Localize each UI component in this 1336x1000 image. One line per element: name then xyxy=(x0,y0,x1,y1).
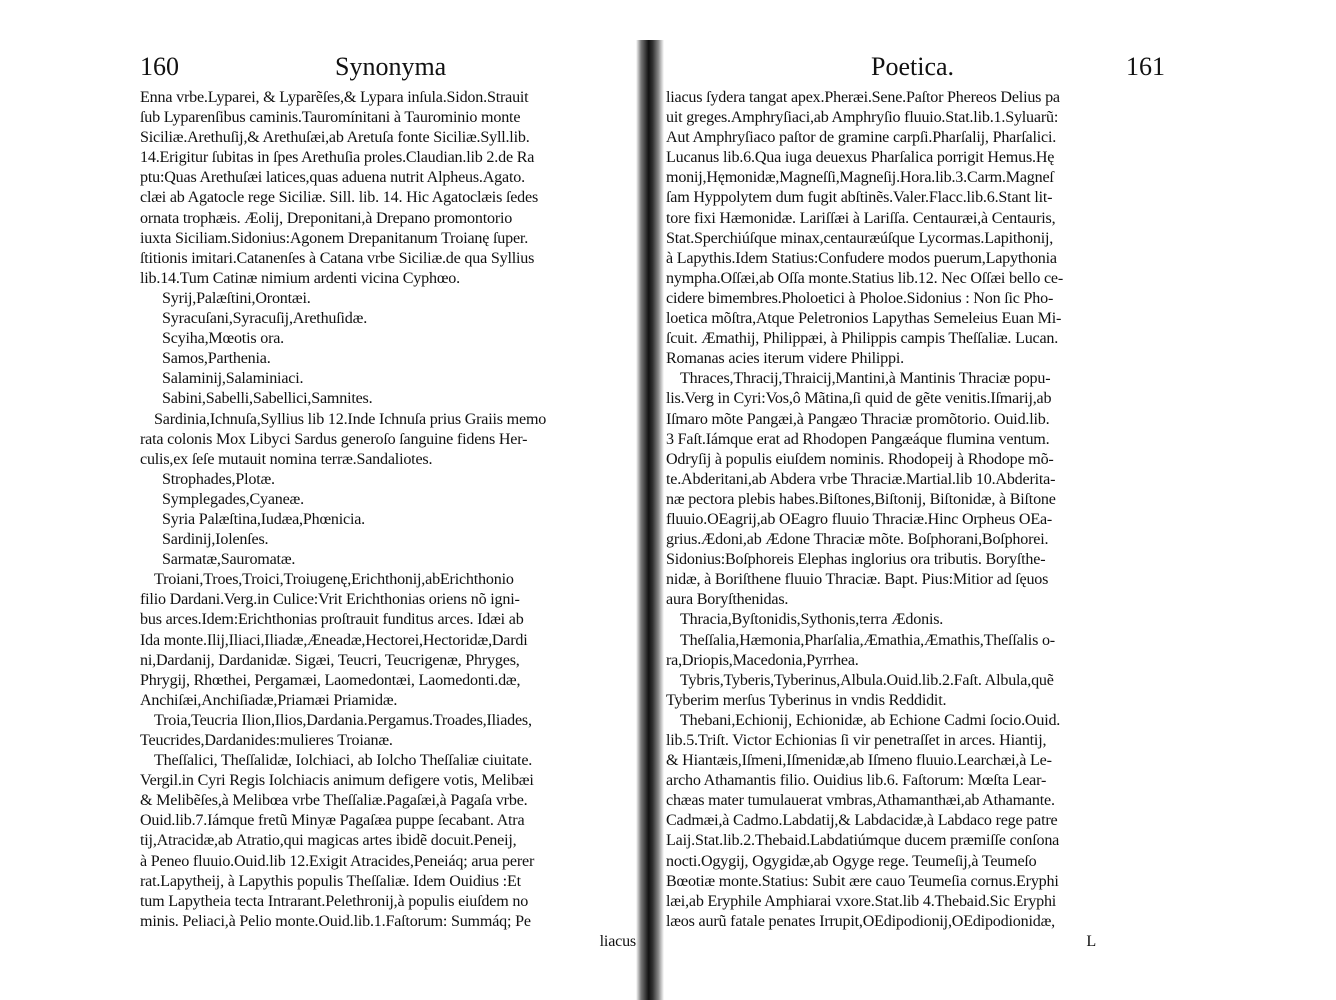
text-line: iuxta Siciliam.Sidonius:Agonem Drepanitanum Troianę ſuper. xyxy=(140,229,529,247)
text-line: tore fixi Hæmonidæ. Lariſſæi à Lariſſa. Centauræi,à Centauris, xyxy=(666,209,1056,227)
text-line: 3 Faſt.Iámque erat ad Rhodopen Pangæáque flumina ventum. xyxy=(666,430,1050,448)
text-line: Syrij,Palæſtini,Orontæi. xyxy=(162,289,311,307)
text-line: Romanas acies iterum videre Philippi. xyxy=(666,350,904,368)
text-line: læi,ab Eryphile Amphiarai vxore.Stat.lib 4.Thebaid.Sic Eryphi xyxy=(666,892,1057,910)
text-line: chæas mater tumulauerat vmbras,Athamanthæi,ab Athamante. xyxy=(666,792,1055,810)
text-line: ſcuit. Æmathij, Philippæi, à Philippis campis Theſſaliæ. Lucan. xyxy=(666,330,1059,348)
text-line: Ida monte.Ilij,Iliaci,Iliadæ,Æneadæ,Hectorei,Hectoridæ,Dardi xyxy=(140,631,528,649)
right-text-block xyxy=(666,88,1166,952)
text-line: Stat.Sperchiúſque minax,centauræúſque Lycormas.Lapithonij, xyxy=(666,229,1054,247)
text-line: Troiani,Troes,Troici,Troiugenę,Erichthonij,abErichthonio xyxy=(154,571,514,589)
text-line: Thracia,Byſtonidis,Sythonis,terra Ædonis. xyxy=(680,611,944,629)
text-line: næ pectora plebis habes.Biſtones,Biſtonij, Biſtonidæ, à Biſtone xyxy=(666,490,1056,508)
text-line: Bœotiæ monte.Statius: Subit ære cauo Teumeſia cornus.Eryphi xyxy=(666,872,1059,890)
text-line: Laij.Stat.lib.2.Thebaid.Labdatiúmque ducem præmiſſe conſona xyxy=(666,832,1060,850)
text-line: te.Abderitani,ab Abdera vrbe Thraciæ.Martial.lib 10.Abderita- xyxy=(666,470,1056,488)
text-line: bus arces.Idem:Erichthonias proſtrauit funditus arces. Idæi ab xyxy=(140,611,524,629)
text-line: Syracuſani,Syracuſij,Arethuſidæ. xyxy=(162,310,368,328)
page-number: 160 xyxy=(140,52,179,81)
text-line: ſam Hyppolytem dum fugit abſtinẽs.Valer.Flacc.lib.6.Stant lit- xyxy=(666,189,1053,207)
text-line: Iſmaro mõte Pangæi,à Pangæo Thraciæ promõtorio. Ouid.lib. xyxy=(666,410,1050,428)
text-line: & Melibẽſes,à Melibœa vrbe Theſſaliæ.Pagaſæi,à Pagaſa vrbe. xyxy=(140,792,528,810)
text-line: Scyiha,Mœotis ora. xyxy=(162,330,285,348)
text-line: Anchiſæi,Anchiſiadæ,Priamæi Priamidæ. xyxy=(140,691,398,709)
text-line: Sarmatæ,Sauromatæ. xyxy=(162,551,296,569)
text-line: Tyberim merſus Tyberinus in vndis Reddidit. xyxy=(666,691,947,709)
text-line: fluuio.OEagrij,ab OEagro fluuio Thraciæ.Hinc Orpheus OEa- xyxy=(666,510,1053,528)
text-line: ra,Driopis,Macedonia,Pyrrhea. xyxy=(666,651,859,669)
text-line: filio Dardani.Verg.in Culice:Vrit Erichthonias oriens nõ igni- xyxy=(140,591,520,609)
text-line: ptu:Quas Arethuſæi latices,quas aduena nutrit Alpheus.Agato. xyxy=(140,169,525,187)
text-line: uit greges.Amphryſiaci,ab Amphryſio fluuio.Stat.lib.1.Syluarũ: xyxy=(666,109,1059,127)
text-line: Samos,Parthenia. xyxy=(162,350,271,368)
text-line: aura Boryſthenidas. xyxy=(666,591,789,609)
text-line: Ouid.lib.7.Iámque fretũ Minyæ Pagaſæa puppe ſecabant. Atra xyxy=(140,812,525,830)
text-line: 14.Erigitur ſubitas in ſpes Arethuſia proles.Claudian.lib 2.de Ra xyxy=(140,149,535,167)
catchword: liacus xyxy=(599,932,636,950)
text-line: Teucrides,Dardanides:mulieres Troianæ. xyxy=(140,732,393,749)
text-line: Symplegades,Cyaneæ. xyxy=(162,490,304,508)
text-line: & Hiantæis,Iſmeni,Iſmenidæ,ab Iſmeno fluuio.Learchæi,à Le- xyxy=(666,752,1052,770)
text-line: liacus ſydera tangat apex.Pheræi.Sene.Paſtor Phereos Delius pa xyxy=(666,89,1060,106)
text-line: loetica mõſtra,Atque Peletronios Lapythas Semeleius Euan Mi- xyxy=(666,310,1062,328)
text-line: ſub Lyparenſibus caminis.Tauromínitani à Taurominio monte xyxy=(140,109,521,127)
text-line: minis. Peliaci,à Pelio monte.Ouid.lib.1.Faſtorum: Summáq; Pe xyxy=(140,912,531,930)
text-line: Salaminij,Salaminiaci. xyxy=(162,370,304,388)
text-line: Strophades,Plotæ. xyxy=(162,470,275,488)
text-line: Syria Palæſtina,Iudæa,Phœnicia. xyxy=(162,510,365,528)
text-line: Thebani,Echionij, Echionidæ, ab Echione Cadmi ſocio.Ouid. xyxy=(680,711,1061,729)
text-line: Lucanus lib.6.Qua iuga deuexus Pharſalica porrigit Hemus.Hę xyxy=(666,149,1055,167)
text-line: lis.Verg in Cyri:Vos,ô Mãtina,ſi quid de gẽte venitis.Iſmarij,ab xyxy=(666,390,1052,408)
text-line: monij,Hęmonidæ,Magneſſi,Magneſij.Hora.lib.3.Carm.Magneſ xyxy=(666,169,1054,187)
text-line: Thraces,Thracij,Thraicij,Mantini,à Mantinis Thraciæ popu- xyxy=(680,370,1051,388)
text-line: Sabini,Sabelli,Sabellici,Samnites. xyxy=(162,390,373,408)
text-line: Tybris,Tyberis,Tyberinus,Albula.Ouid.lib.2.Faſt. Albula,quẽ xyxy=(680,671,1054,689)
text-line: Vergil.in Cyri Regis Iolchiacis animum defigere votis, Melibæi xyxy=(140,772,534,790)
text-line: Sardinij,Iolenſes. xyxy=(162,531,269,549)
text-line: Cadmæi,à Cadmo.Labdatij,& Labdacidæ,à Labdaco rege patre xyxy=(666,812,1058,830)
text-line: læos aurũ fatale penates Irrupit,OEdipodionij,OEdipodionidæ, xyxy=(666,912,1055,930)
text-line: rata colonis Mox Libyci Sardus generoſo ſanguine fidens Her- xyxy=(140,430,528,448)
text-line: tij,Atracidæ,ab Atratio,qui magicas artes ibidẽ docuit.Peneij, xyxy=(140,832,517,850)
running-title: Poetica. xyxy=(871,52,955,81)
text-line: rat.Lapytheij, à Lapythis populis Theſſaliæ. Idem Ouidius :Et xyxy=(140,872,521,890)
right-page-header xyxy=(666,52,1336,88)
text-line: à Peneo fluuio.Ouid.lib 12.Exigit Atracides,Peneiáq; arua perer xyxy=(140,852,535,870)
text-line: Troia,Teucria Ilion,Ilios,Dardania.Pergamus.Troades,Iliades, xyxy=(154,711,532,729)
text-line: culis,ex ſeſe mutauit nomina terræ.Sandaliotes. xyxy=(140,450,433,468)
text-line: Sidonius:Boſphoreis Elephas inglorius ora tributis. Boryſthe- xyxy=(666,551,1046,569)
text-line: Theſſalici, Theſſalidæ, Iolchiaci, ab Iolcho Theſſaliæ ciuitate. xyxy=(154,752,533,770)
text-line: lib.5.Triſt. Victor Echionias ſi vir penetraſſet in arces. Hiantij, xyxy=(666,732,1047,749)
text-line: Phrygij, Rhœthei, Pergamæi, Laomedontæi, Laomedonti.dæ, xyxy=(140,671,521,689)
left-page-header xyxy=(140,52,640,88)
text-line: cidere bimembres.Pholoetici à Pholoe.Sidonius : Non ſic Pho- xyxy=(666,289,1054,307)
right-page xyxy=(666,0,1336,1000)
left-page xyxy=(0,0,640,1000)
text-line: ni,Dardanij, Dardanidæ. Sigæi, Teucri, Teucrigenæ, Phryges, xyxy=(140,651,520,669)
text-line: nidæ, à Boriſthene fluuio Thraciæ. Bapt. Pius:Mitior ad ſęuos xyxy=(666,571,1049,589)
text-line: Enna vrbe.Lyparei, & Lyparẽſes,& Lypara inſula.Sidon.Strauit xyxy=(140,89,529,106)
text-line: archo Athamantis filio. Ouidius lib.6. Faſtorum: Mœſta Lear- xyxy=(666,772,1047,790)
text-line: Sardinia,Ichnuſa,Syllius lib 12.Inde Ichnuſa prius Graiis memo xyxy=(154,410,547,428)
book-gutter xyxy=(636,40,664,1000)
text-line: tum Lapytheia tecta Intrarant.Pelethronij,à populis eiuſdem no xyxy=(140,892,529,910)
text-line: nympha.Oſſæi,ab Oſſa monte.Statius lib.12. Nec Oſſæi bello ce- xyxy=(666,269,1064,287)
text-line: ornata trophæis. Æolij, Dreponitani,à Drepano promontorio xyxy=(140,209,513,227)
text-line: Odryſij à populis eiuſdem nominis. Rhodopeij à Rhodope mõ- xyxy=(666,450,1054,468)
text-line: Siciliæ.Arethuſij,& Arethuſæi,ab Aretuſa fonte Siciliæ.Syll.lib. xyxy=(140,129,530,147)
running-title: Synonyma xyxy=(335,52,447,81)
text-line: à Lapythis.Idem Statius:Confudere modos puerum,Lapythonia xyxy=(666,249,1057,267)
text-line: Aut Amphryſiaco paſtor de gramine carpſi.Pharſalij, Pharſalici. xyxy=(666,129,1057,147)
text-line: lib.14.Tum Catinæ nimium ardenti vicina Cyphœo. xyxy=(140,269,460,287)
text-line: ſtitionis imitari.Catanenſes à Catana vrbe Siciliæ.de qua Syllius xyxy=(140,249,535,267)
signature-mark: L xyxy=(1086,932,1096,950)
text-line: grius.Ædoni,ab Ædone Thraciæ mõte. Boſphorani,Boſphorei. xyxy=(666,531,1049,549)
text-line: clæi ab Agatocle rege Siciliæ. Sill. lib. 14. Hic Agatoclæis ſedes xyxy=(140,189,539,207)
left-text-block xyxy=(140,88,636,952)
text-line: Theſſalia,Hæmonia,Pharſalia,Æmathia,Æmathis,Theſſalis o- xyxy=(680,631,1055,649)
page-number: 161 xyxy=(1126,52,1165,81)
text-line: nocti.Ogygij, Ogygidæ,ab Ogyge rege. Teumeſij,à Teumeſo xyxy=(666,852,1037,870)
